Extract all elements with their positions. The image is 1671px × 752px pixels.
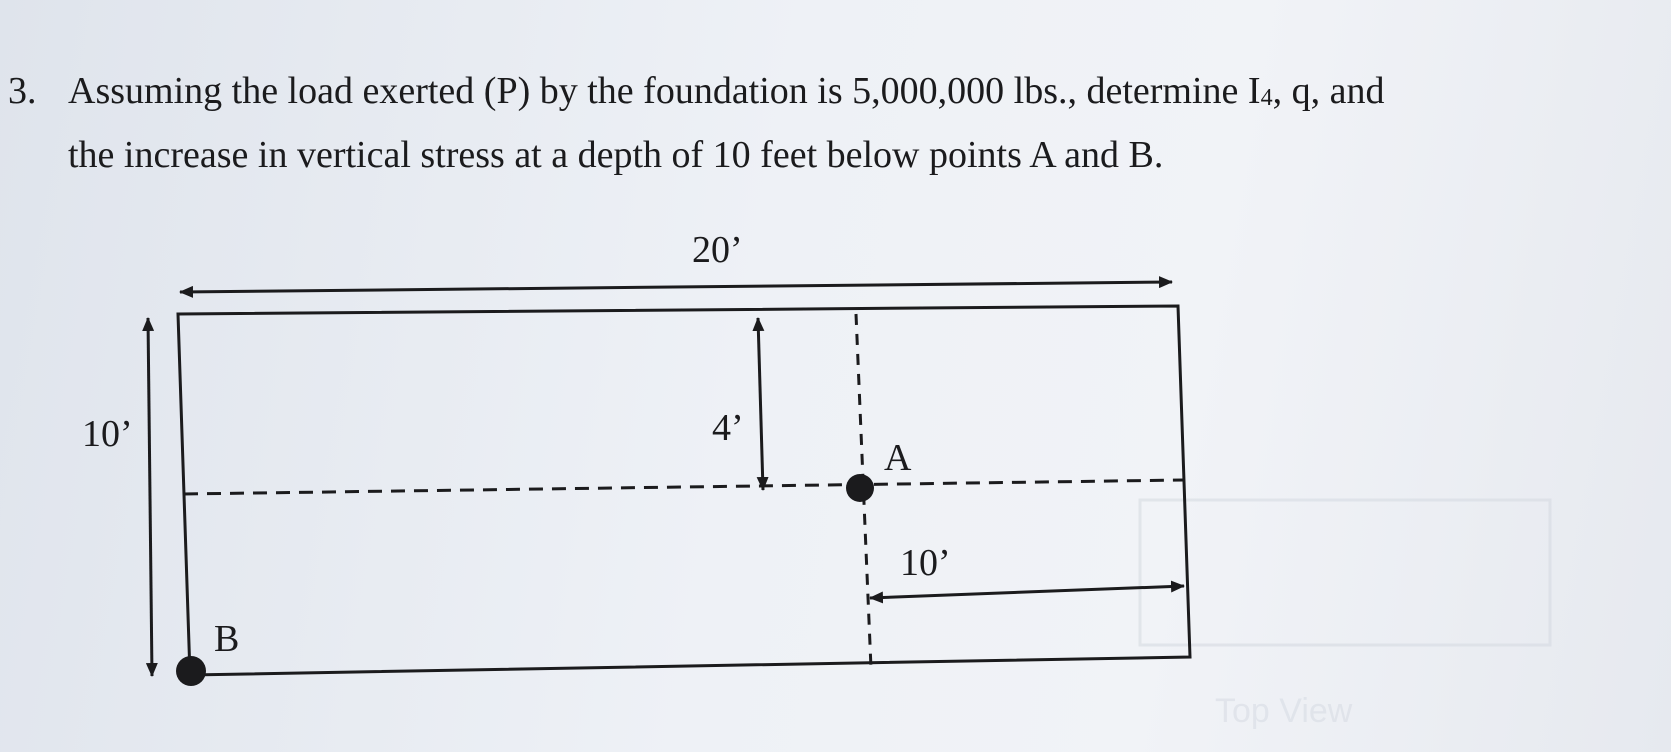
problem-line-1-text: Assuming the load exerted (P) by the foundation is 5,000,000 lbs., determine I (68, 70, 1261, 112)
offset-vertical-label: 4’ (712, 407, 744, 449)
background-ghost-figure (1140, 500, 1550, 730)
influence-subscript: 4 (1260, 85, 1273, 111)
offset-horizontal-label: 10’ (900, 542, 951, 584)
point-a-marker (846, 474, 874, 502)
ghost-rectangle (1140, 500, 1550, 645)
height-dimension-arrow (148, 318, 152, 676)
width-dimension-arrow (180, 282, 1172, 292)
point-a-label: A (884, 437, 912, 479)
width-label: 20’ (692, 229, 743, 271)
ghost-caption: Top View (1215, 692, 1353, 730)
horizontal-dashed-line (184, 480, 1184, 494)
problem-line-2: the increase in vertical stress at a depth of 10 feet below points A and B. (68, 134, 1164, 176)
problem-number: 3. (8, 70, 37, 112)
offset-vertical-arrow (758, 318, 763, 490)
height-label: 10’ (82, 413, 133, 455)
offset-horizontal-arrow (870, 586, 1184, 598)
point-b-marker (176, 656, 206, 686)
point-b-label: B (214, 618, 240, 660)
problem-line-1-end: , q, and (1272, 70, 1385, 112)
